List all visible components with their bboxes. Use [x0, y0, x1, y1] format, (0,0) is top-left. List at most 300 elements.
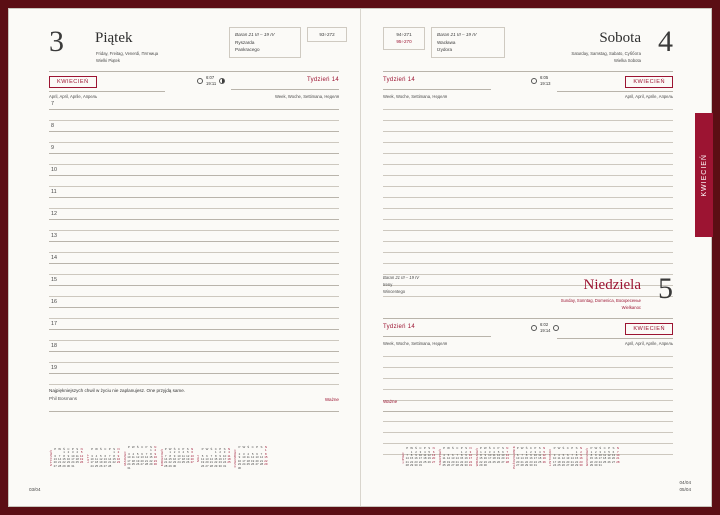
mini-day-cell[interactable]: 19: [542, 456, 546, 461]
mini-day-cell[interactable]: 23: [483, 459, 487, 464]
mini-day-cell[interactable]: 13: [53, 456, 57, 461]
mini-day-cell[interactable]: 5: [100, 453, 102, 458]
mini-day-cell[interactable]: 24: [552, 463, 557, 468]
mini-day-cell[interactable]: 5: [186, 450, 189, 455]
mini-day-cell[interactable]: 27: [103, 463, 107, 468]
mini-day-cell[interactable]: 31: [533, 463, 537, 468]
mini-day-cell[interactable]: 2: [219, 450, 221, 455]
mini-day-cell[interactable]: 7: [108, 453, 111, 458]
mini-day-cell[interactable]: 1: [480, 449, 482, 454]
mini-day-cell[interactable]: 1: [63, 450, 65, 455]
mini-day-cell[interactable]: 17: [468, 456, 473, 461]
mini-day-cell[interactable]: 13: [451, 456, 455, 461]
mini-day-cell[interactable]: 17: [418, 456, 423, 461]
mini-day-cell[interactable]: 14: [505, 453, 509, 458]
mini-day-cell[interactable]: [116, 465, 120, 468]
mini-day-cell[interactable]: 15: [168, 456, 172, 461]
mini-day-cell[interactable]: 31: [223, 463, 227, 468]
mini-day-cell[interactable]: 16: [218, 456, 222, 461]
mini-day-cell[interactable]: 21: [570, 459, 574, 464]
mini-day-cell[interactable]: 26: [136, 462, 140, 467]
mini-day-cell[interactable]: 11: [75, 453, 79, 458]
mini-day-cell[interactable]: 4: [603, 449, 606, 454]
mini-day-cell[interactable]: 11: [94, 456, 98, 461]
mini-day-cell[interactable]: 4: [228, 450, 230, 455]
mini-day-cell[interactable]: 15: [62, 456, 66, 461]
mini-day-cell[interactable]: 2: [67, 450, 70, 455]
mini-day-cell[interactable]: 14: [58, 456, 62, 461]
mini-day-cell[interactable]: 19: [80, 456, 84, 461]
mini-day-cell[interactable]: 30: [237, 465, 242, 470]
mini-day-cell[interactable]: 4: [132, 451, 135, 456]
mini-day-cell[interactable]: 16: [153, 455, 157, 460]
mini-day-cell[interactable]: 26: [446, 463, 451, 468]
mini-day-cell[interactable]: 25: [557, 463, 561, 468]
mini-day-cell[interactable]: 9: [484, 453, 487, 458]
mini-day-cell[interactable]: 4: [558, 453, 560, 458]
mini-day-cell[interactable]: 15: [524, 456, 529, 461]
mini-day-cell[interactable]: 21: [58, 460, 62, 465]
mini-day-cell[interactable]: 30: [414, 463, 418, 468]
mini-day-cell[interactable]: 14: [570, 456, 574, 461]
mini-day-cell[interactable]: 24: [223, 460, 227, 465]
mini-day-cell[interactable]: 26: [427, 459, 431, 464]
mini-day-cell[interactable]: 7: [571, 453, 573, 458]
mini-day-cell[interactable]: 2: [117, 450, 120, 455]
mini-day-cell[interactable]: 8: [575, 453, 578, 458]
mini-day-cell[interactable]: 16: [529, 456, 533, 461]
mini-day-cell[interactable]: 11: [538, 453, 542, 458]
mini-day-cell[interactable]: 10: [468, 453, 473, 458]
mini-day-cell[interactable]: 5: [201, 453, 204, 458]
mini-day-cell[interactable]: 2: [595, 449, 597, 454]
mini-day-cell[interactable]: 3: [469, 449, 472, 454]
mini-day-cell[interactable]: 3: [243, 451, 245, 456]
mini-day-cell[interactable]: 29: [214, 463, 218, 468]
mini-day-cell[interactable]: 27: [611, 459, 616, 464]
mini-day-cell[interactable]: 25: [227, 460, 231, 465]
mini-day-cell[interactable]: 13: [255, 455, 259, 460]
mini-day-cell[interactable]: 24: [90, 463, 94, 468]
mini-day-cell[interactable]: 20: [190, 456, 194, 461]
mini-day-cell[interactable]: 6: [432, 449, 435, 454]
mini-day-cell[interactable]: 2: [173, 450, 176, 455]
mini-day-cell[interactable]: 9: [154, 451, 157, 456]
mini-day-cell[interactable]: 1: [575, 449, 578, 454]
mini-day-cell[interactable]: 19: [200, 460, 205, 465]
mini-day-cell[interactable]: 4: [443, 453, 445, 458]
mini-day-cell[interactable]: 15: [264, 455, 268, 460]
mini-day-cell[interactable]: 5: [80, 450, 83, 455]
mini-day-cell[interactable]: 16: [594, 456, 598, 461]
mini-day-cell[interactable]: 4: [538, 449, 541, 454]
mini-day-cell[interactable]: 23: [153, 458, 157, 463]
mini-day-cell[interactable]: 28: [616, 459, 620, 464]
mini-day-cell[interactable]: 6: [566, 453, 569, 458]
mini-day-cell[interactable]: 2: [484, 449, 487, 454]
mini-day-cell[interactable]: 3: [128, 451, 130, 456]
mini-day-cell[interactable]: 12: [607, 453, 611, 458]
mini-day-cell[interactable]: 26: [251, 462, 255, 467]
mini-day-cell[interactable]: 7: [164, 453, 167, 458]
mini-day-cell[interactable]: 11: [227, 453, 231, 458]
mini-day-cell[interactable]: 7: [617, 449, 619, 454]
mini-day-cell[interactable]: 29: [264, 462, 268, 467]
mini-day-cell[interactable]: 5: [608, 449, 610, 454]
mini-day-cell[interactable]: 19: [136, 458, 140, 463]
mini-day-cell[interactable]: 24: [242, 462, 246, 467]
mini-day-cell[interactable]: 15: [410, 456, 414, 461]
mini-day-cell[interactable]: 20: [611, 456, 616, 461]
mini-day-cell[interactable]: 19: [251, 458, 255, 463]
mini-day-cell[interactable]: 31: [71, 463, 75, 468]
mini-day-cell[interactable]: 13: [432, 453, 436, 458]
mini-day-cell[interactable]: 24: [127, 462, 131, 467]
mini-day-cell[interactable]: 25: [94, 463, 99, 468]
mini-day-cell[interactable]: 12: [99, 456, 103, 461]
mini-day-cell[interactable]: 14: [405, 456, 409, 461]
mini-day-cell[interactable]: 30: [464, 463, 468, 468]
mini-day-cell[interactable]: 18: [492, 456, 496, 461]
mini-day-cell[interactable]: 28: [259, 462, 264, 467]
mini-day-cell[interactable]: 12: [542, 453, 546, 458]
mini-day-cell[interactable]: 19: [427, 456, 431, 461]
mini-day-cell[interactable]: 20: [53, 460, 57, 465]
mini-day-cell[interactable]: 20: [205, 460, 209, 465]
mini-day-cell[interactable]: 23: [464, 459, 468, 464]
mini-day-cell[interactable]: 5: [136, 451, 139, 456]
mini-day-cell[interactable]: 11: [131, 455, 135, 460]
mini-day-cell[interactable]: 20: [516, 459, 520, 464]
mini-day-cell[interactable]: 5: [562, 453, 565, 458]
mini-day-cell[interactable]: 2: [465, 449, 467, 454]
mini-day-cell[interactable]: 13: [611, 453, 616, 458]
mini-day-cell[interactable]: 12: [561, 456, 565, 461]
mini-day-cell[interactable]: 22: [410, 459, 414, 464]
mini-day-cell[interactable]: 7: [210, 453, 213, 458]
mini-day-cell[interactable]: 12: [496, 453, 501, 458]
mini-day-cell[interactable]: 12: [136, 455, 140, 460]
mini-day-cell[interactable]: 1: [460, 449, 463, 454]
mini-day-cell[interactable]: 21: [405, 459, 409, 464]
mini-day-cell[interactable]: [264, 467, 268, 470]
mini-day-cell[interactable]: 6: [612, 449, 615, 454]
mini-day-cell[interactable]: 22: [575, 459, 579, 464]
mini-day-cell[interactable]: 19: [607, 456, 611, 461]
mini-day-cell[interactable]: 14: [144, 455, 149, 460]
mini-day-cell[interactable]: 16: [414, 456, 418, 461]
mini-day-cell[interactable]: 27: [53, 463, 57, 468]
mini-day-cell[interactable]: 22: [112, 460, 116, 465]
mini-day-cell[interactable]: 18: [181, 456, 185, 461]
mini-day-cell[interactable]: 27: [451, 463, 455, 468]
mini-day-cell[interactable]: 17: [552, 459, 557, 464]
mini-day-cell[interactable]: 22: [264, 458, 268, 463]
mini-day-cell[interactable]: 7: [456, 453, 459, 458]
mini-day-cell[interactable]: 14: [164, 456, 168, 461]
mini-day-cell[interactable]: 30: [153, 462, 157, 467]
mini-day-cell[interactable]: [153, 467, 157, 470]
mini-day-cell[interactable]: 4: [76, 450, 79, 455]
mini-day-cell[interactable]: 29: [149, 462, 153, 467]
mini-day-cell[interactable]: 3: [599, 449, 602, 454]
mini-day-cell[interactable]: 29: [524, 463, 529, 468]
mini-day-cell[interactable]: 25: [538, 459, 542, 464]
mini-day-cell[interactable]: 1: [410, 449, 413, 454]
mini-day-cell[interactable]: 3: [553, 453, 556, 458]
mini-day-cell[interactable]: 26: [200, 463, 205, 468]
mini-day-cell[interactable]: 15: [575, 456, 579, 461]
mini-day-cell[interactable]: 12: [446, 456, 451, 461]
mini-day-cell[interactable]: 19: [561, 459, 565, 464]
mini-day-cell[interactable]: 28: [405, 463, 409, 468]
mini-day-cell[interactable]: 15: [112, 456, 116, 461]
mini-day-cell[interactable]: 6: [206, 453, 208, 458]
mini-day-cell[interactable]: 8: [214, 453, 217, 458]
mini-day-cell[interactable]: 18: [423, 456, 427, 461]
mini-day-cell[interactable]: 17: [533, 456, 537, 461]
mini-day-cell[interactable]: 26: [80, 460, 84, 465]
mini-day-cell[interactable]: 29: [62, 463, 66, 468]
mini-day-cell[interactable]: [190, 465, 194, 468]
mini-day-cell[interactable]: 9: [173, 453, 176, 458]
mini-day-cell[interactable]: 15: [479, 456, 483, 461]
mini-day-cell[interactable]: 17: [71, 456, 75, 461]
mini-day-cell[interactable]: 23: [414, 459, 418, 464]
mini-day-cell[interactable]: 17: [177, 456, 181, 461]
mini-day-cell[interactable]: 21: [164, 460, 168, 465]
mini-day-cell[interactable]: 28: [455, 463, 459, 468]
mini-day-cell[interactable]: 9: [67, 453, 70, 458]
mini-day-cell[interactable]: 3: [91, 453, 93, 458]
mini-day-cell[interactable]: 23: [116, 460, 121, 465]
mini-day-cell[interactable]: 22: [149, 458, 153, 463]
mini-day-cell[interactable]: 11: [423, 453, 427, 458]
mini-day-cell[interactable]: 30: [218, 463, 222, 468]
mini-day-cell[interactable]: 14: [259, 455, 264, 460]
mini-day-cell[interactable]: 22: [168, 460, 172, 465]
mini-day-cell[interactable]: 18: [227, 456, 231, 461]
mini-day-cell[interactable]: 26: [561, 463, 565, 468]
mini-day-cell[interactable]: 8: [525, 453, 528, 458]
mini-day-cell[interactable]: 26: [496, 459, 501, 464]
mini-day-cell[interactable]: 18: [442, 459, 446, 464]
mini-day-cell[interactable]: 27: [190, 460, 194, 465]
mini-day-cell[interactable]: [227, 465, 231, 468]
mini-day-cell[interactable]: 10: [552, 456, 557, 461]
mini-day-cell[interactable]: 12: [427, 453, 431, 458]
mini-day-cell[interactable]: 8: [150, 451, 152, 456]
mini-day-cell[interactable]: 20: [451, 459, 455, 464]
mini-day-cell[interactable]: 14: [209, 456, 213, 461]
mini-day-cell[interactable]: 23: [172, 460, 177, 465]
mini-day-cell[interactable]: 11: [492, 453, 496, 458]
mini-day-cell[interactable]: 24: [533, 459, 537, 464]
mini-day-cell[interactable]: 9: [580, 453, 582, 458]
mini-day-cell[interactable]: 19: [496, 456, 501, 461]
mini-day-cell[interactable]: 19: [186, 456, 190, 461]
mini-day-cell[interactable]: 23: [218, 460, 222, 465]
mini-day-cell[interactable]: 18: [75, 456, 79, 461]
mini-day-cell[interactable]: 16: [172, 456, 177, 461]
mini-day-cell[interactable]: 6: [191, 450, 193, 455]
mini-day-cell[interactable]: 21: [259, 458, 264, 463]
mini-day-cell[interactable]: 10: [177, 453, 181, 458]
mini-day-cell[interactable]: 3: [534, 449, 537, 454]
mini-day-cell[interactable]: 8: [169, 453, 171, 458]
mini-day-cell[interactable]: 4: [493, 449, 495, 454]
day-sunday-important-label[interactable]: Ważne: [383, 399, 398, 404]
mini-day-cell[interactable]: 1: [169, 450, 171, 455]
mini-day-cell[interactable]: [542, 464, 546, 467]
mini-day-cell[interactable]: 13: [190, 453, 194, 458]
mini-day-cell[interactable]: 30: [579, 463, 583, 468]
mini-day-cell[interactable]: 17: [242, 458, 246, 463]
mini-day-cell[interactable]: 22: [589, 459, 594, 464]
mini-day-cell[interactable]: 3: [223, 450, 226, 455]
mini-day-cell[interactable]: 20: [140, 458, 144, 463]
mini-day-cell[interactable]: 16: [116, 456, 121, 461]
mini-day-cell[interactable]: 9: [415, 453, 417, 458]
mini-day-cell[interactable]: 18: [557, 459, 561, 464]
mini-day-cell[interactable]: 16: [464, 456, 468, 461]
mini-day-cell[interactable]: 30: [66, 463, 71, 468]
mini-day-cell[interactable]: 2: [530, 449, 532, 454]
mini-day-cell[interactable]: 2: [415, 449, 417, 454]
mini-day-cell[interactable]: 31: [418, 463, 423, 468]
mini-day-cell[interactable]: 11: [246, 455, 250, 460]
mini-day-cell[interactable]: 11: [603, 453, 607, 458]
mini-day-cell[interactable]: 7: [260, 451, 263, 456]
mini-day-cell[interactable]: 10: [127, 455, 131, 460]
mini-day-cell[interactable]: 13: [140, 455, 144, 460]
mini-day-cell[interactable]: 27: [566, 463, 570, 468]
mini-day-cell[interactable]: 21: [505, 456, 509, 461]
mini-day-cell[interactable]: 28: [570, 463, 574, 468]
mini-day-cell[interactable]: 8: [113, 453, 115, 458]
mini-day-cell[interactable]: 9: [530, 453, 532, 458]
mini-day-cell[interactable]: 7: [521, 453, 523, 458]
mini-day-cell[interactable]: 10: [90, 456, 94, 461]
mini-day-cell[interactable]: 9: [219, 453, 221, 458]
mini-day-cell[interactable]: 30: [529, 463, 533, 468]
mini-day-cell[interactable]: 26: [542, 459, 546, 464]
mini-day-cell[interactable]: 6: [516, 453, 519, 458]
mini-day-cell[interactable]: 4: [247, 451, 250, 456]
mini-day-cell[interactable]: 9: [117, 453, 120, 458]
mini-day-cell[interactable]: 18: [538, 456, 542, 461]
mini-day-cell[interactable]: 28: [58, 463, 62, 468]
mini-day-cell[interactable]: 14: [616, 453, 620, 458]
mini-day-cell[interactable]: 16: [579, 456, 583, 461]
mini-day-cell[interactable]: 4: [182, 450, 185, 455]
mini-day-cell[interactable]: 30: [594, 463, 598, 468]
mini-day-cell[interactable]: 22: [479, 459, 483, 464]
mini-day-cell[interactable]: 30: [483, 463, 487, 468]
mini-day-cell[interactable]: [79, 465, 83, 468]
mini-day-cell[interactable]: 7: [145, 451, 148, 456]
mini-day-cell[interactable]: 31: [127, 465, 131, 470]
mini-day-cell[interactable]: 23: [237, 462, 242, 467]
mini-day-cell[interactable]: 27: [501, 459, 505, 464]
mini-day-cell[interactable]: 17: [488, 456, 492, 461]
mini-day-cell[interactable]: 28: [209, 463, 213, 468]
mini-day-cell[interactable]: 5: [497, 449, 500, 454]
mini-day-cell[interactable]: 3: [72, 450, 74, 455]
mini-day-cell[interactable]: 11: [181, 453, 185, 458]
mini-day-cell[interactable]: 30: [172, 463, 177, 468]
mini-day-cell[interactable]: 16: [66, 456, 71, 461]
mini-day-cell[interactable]: 5: [428, 449, 431, 454]
mini-day-cell[interactable]: 22: [524, 459, 529, 464]
mini-day-cell[interactable]: 18: [131, 458, 135, 463]
mini-day-cell[interactable]: 19: [446, 459, 451, 464]
mini-day-cell[interactable]: 16: [483, 456, 487, 461]
mini-day-cell[interactable]: 17: [90, 460, 94, 465]
mini-day-cell[interactable]: 20: [103, 460, 107, 465]
mini-day-cell[interactable]: 15: [149, 455, 153, 460]
mini-day-cell[interactable]: 18: [603, 456, 607, 461]
mini-day-cell[interactable]: 2: [580, 449, 582, 454]
mini-day-cell[interactable]: 10: [71, 453, 75, 458]
mini-day-cell[interactable]: 12: [200, 456, 205, 461]
mini-day-cell[interactable]: 8: [480, 453, 482, 458]
mini-day-cell[interactable]: 25: [131, 462, 135, 467]
mini-day-cell[interactable]: 7: [406, 453, 408, 458]
mini-day-cell[interactable]: 15: [460, 456, 464, 461]
mini-day-cell[interactable]: 26: [186, 460, 190, 465]
mini-day-cell[interactable]: 24: [488, 459, 492, 464]
mini-day-cell[interactable]: 24: [71, 460, 75, 465]
mini-day-cell[interactable]: 29: [575, 463, 579, 468]
mini-day-cell[interactable]: 5: [543, 449, 545, 454]
mini-day-cell[interactable]: 12: [186, 453, 190, 458]
mini-day-cell[interactable]: 28: [164, 463, 168, 468]
mini-day-cell[interactable]: 23: [579, 459, 583, 464]
mini-day-cell[interactable]: 29: [460, 463, 464, 468]
mini-day-cell[interactable]: 27: [255, 462, 259, 467]
mini-day-cell[interactable]: 6: [256, 451, 258, 456]
mini-day-cell[interactable]: 26: [607, 459, 611, 464]
mini-day-cell[interactable]: 21: [455, 459, 459, 464]
mini-day-cell[interactable]: [431, 464, 435, 467]
mini-day-cell[interactable]: 25: [442, 463, 446, 468]
mini-day-cell[interactable]: 25: [603, 459, 607, 464]
mini-day-cell[interactable]: 20: [501, 456, 505, 461]
mini-day-cell[interactable]: 25: [492, 459, 496, 464]
mini-day-cell[interactable]: 23: [594, 459, 598, 464]
mini-day-cell[interactable]: 13: [566, 456, 570, 461]
mini-day-cell[interactable]: 24: [468, 459, 473, 464]
mini-day-cell[interactable]: 29: [168, 463, 172, 468]
mini-day-cell[interactable]: 10: [533, 453, 537, 458]
mini-day-cell[interactable]: [505, 464, 509, 467]
mini-day-cell[interactable]: 25: [181, 460, 185, 465]
mini-day-cell[interactable]: 27: [432, 459, 436, 464]
mini-day-cell[interactable]: 20: [255, 458, 259, 463]
mini-day-cell[interactable]: 15: [589, 456, 594, 461]
mini-day-cell[interactable]: 17: [223, 456, 227, 461]
mini-day-cell[interactable]: 22: [460, 459, 464, 464]
mini-day-cell[interactable]: 2: [238, 451, 241, 456]
mini-day-cell[interactable]: 20: [566, 459, 570, 464]
mini-day-cell[interactable]: 27: [516, 463, 520, 468]
mini-day-cell[interactable]: 24: [418, 459, 423, 464]
mini-day-cell[interactable]: 29: [410, 463, 414, 468]
mini-day-cell[interactable]: 21: [209, 460, 213, 465]
mini-day-cell[interactable]: 11: [442, 456, 446, 461]
mini-day-cell[interactable]: 1: [214, 450, 217, 455]
